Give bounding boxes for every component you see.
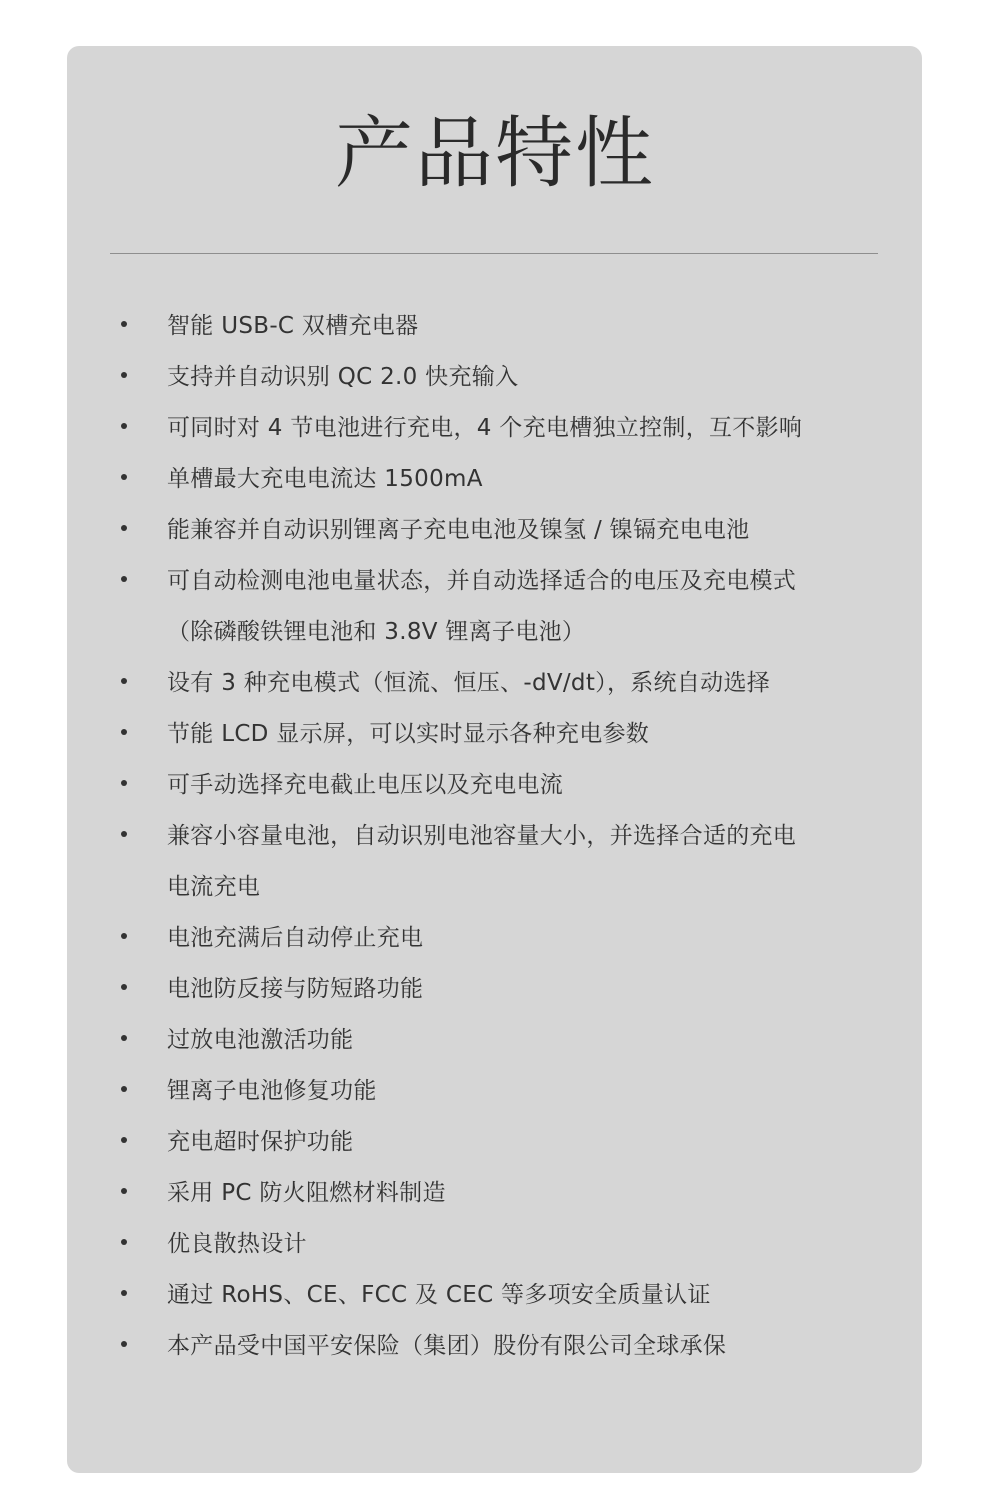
feature-text: 充电超时保护功能 — [167, 1129, 354, 1155]
bullet-icon — [121, 780, 127, 786]
bullet-icon — [121, 1188, 127, 1194]
bullet-icon — [121, 678, 127, 684]
page-title: 产品特性 — [334, 109, 655, 199]
title-divider — [110, 253, 878, 254]
bullet-icon — [121, 576, 127, 582]
feature-text: （除磷酸铁锂电池和 3.8V 锂离子电池） — [167, 619, 586, 645]
feature-text: 优良散热设计 — [167, 1231, 307, 1257]
feature-text: 本产品受中国平安保险（集团）股份有限公司全球承保 — [167, 1333, 727, 1359]
feature-text: 可自动检测电池电量状态，并自动选择适合的电压及充电模式 — [167, 568, 797, 594]
feature-list — [0, 301, 990, 1372]
bullet-icon — [121, 372, 127, 378]
feature-item — [0, 709, 990, 760]
feature-item — [0, 352, 990, 403]
feature-text: 节能 LCD 显示屏，可以实时显示各种充电参数 — [167, 721, 650, 747]
feature-item — [0, 301, 990, 352]
feature-text: 可手动选择充电截止电压以及充电电流 — [167, 772, 564, 798]
bullet-icon — [121, 525, 127, 531]
feature-item — [0, 1219, 990, 1270]
feature-item — [0, 913, 990, 964]
feature-item — [0, 1321, 990, 1372]
feature-item — [0, 1168, 990, 1219]
bullet-icon — [121, 831, 127, 837]
feature-item — [0, 454, 990, 505]
feature-text: 能兼容并自动识别锂离子充电电池及镍氢 / 镍镉充电电池 — [167, 517, 750, 543]
feature-item — [0, 964, 990, 1015]
feature-text: 智能 USB-C 双槽充电器 — [167, 313, 419, 339]
feature-text: 过放电池激活功能 — [167, 1027, 354, 1053]
bullet-icon — [121, 474, 127, 480]
feature-text: 支持并自动识别 QC 2.0 快充输入 — [167, 364, 519, 390]
feature-item — [0, 1015, 990, 1066]
bullet-icon — [121, 1239, 127, 1245]
feature-item — [0, 1066, 990, 1117]
feature-item — [0, 403, 990, 454]
feature-text: 通过 RoHS、CE、FCC 及 CEC 等多项安全质量认证 — [167, 1282, 711, 1308]
feature-text: 电池防反接与防短路功能 — [167, 976, 424, 1002]
feature-text: 兼容小容量电池，自动识别电池容量大小，并选择合适的充电 — [167, 823, 797, 849]
feature-text: 电池充满后自动停止充电 — [167, 925, 424, 951]
feature-item — [0, 556, 990, 658]
feature-item — [0, 1117, 990, 1168]
bullet-icon — [121, 1086, 127, 1092]
bullet-icon — [121, 1035, 127, 1041]
bullet-icon — [121, 933, 127, 939]
feature-item — [0, 658, 990, 709]
feature-item — [0, 1270, 990, 1321]
feature-item — [0, 811, 990, 913]
feature-text: 采用 PC 防火阻燃材料制造 — [167, 1180, 446, 1206]
feature-text: 锂离子电池修复功能 — [167, 1078, 377, 1104]
bullet-icon — [121, 729, 127, 735]
feature-text: 单槽最大充电电流达 1500mA — [167, 466, 483, 492]
bullet-icon — [121, 984, 127, 990]
feature-text: 可同时对 4 节电池进行充电，4 个充电槽独立控制，互不影响 — [167, 415, 803, 441]
feature-text: 设有 3 种充电模式（恒流、恒压、-dV/dt），系统自动选择 — [167, 670, 771, 696]
bullet-icon — [121, 321, 127, 327]
bullet-icon — [121, 1290, 127, 1296]
feature-text: 电流充电 — [167, 874, 261, 900]
feature-item — [0, 760, 990, 811]
feature-item — [0, 505, 990, 556]
bullet-icon — [121, 1137, 127, 1143]
bullet-icon — [121, 423, 127, 429]
bullet-icon — [121, 1341, 127, 1347]
